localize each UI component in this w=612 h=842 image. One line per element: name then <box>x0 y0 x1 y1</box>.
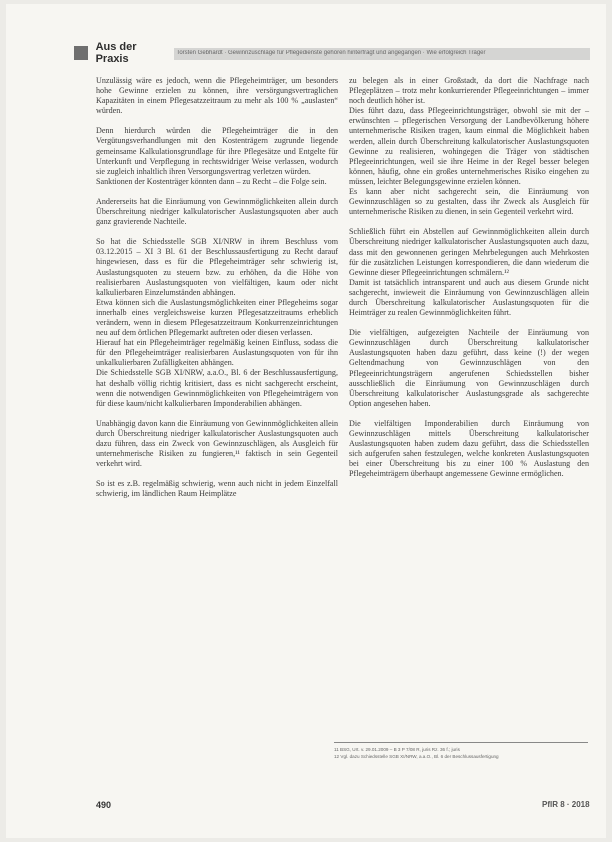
section-title: Aus der Praxis <box>96 41 175 65</box>
paragraph: Die vielfältigen, aufgezeigten Nachteile der Einräumung von Gewinnzuschlägen durch Überschreitung kalkulatorischer Auslastungsquoten haben dazu geführt, dass keine (!) der wegen Geltendmachung von Gewinnzuschlägen von den Pflegeeinrichtungsträgern angerufenen Schiedsstellen bisher ausschließlich die Einräumung von Gewinnzuschlägen durch Überschreitung kalkulatorischer Auslastungsgrade als sachgerechte Option angesehen haben. <box>349 328 589 408</box>
footnote: 12 Vgl. dazu Schiedsstelle SGB XI/NRW, a.a.O., Bl. 6 der Beschlussausfertigung <box>334 754 499 759</box>
paragraph: Dies führt dazu, dass Pflegeeinrichtungsträger, obwohl sie mit der – erwünschten – pflegerischen Versorgung der Landbevölkerung höhere unternehmerische Risiken tragen, kaum einmal die Möglichkeit haben werden, allein durch Überschreitung kalkulatorischer Auslastungsquoten Gewinne zu realisieren, wohingegen die Träger von städtischen Pflegeeinrichtungen, weil sie ihre Heime in der Regel besser belegen können, häufig, ohne ein großes unternehmerisches Risiko eingehen zu müssen, leichter Belegungsgewinne erzielen können. <box>349 106 589 186</box>
article-subtitle: Torsten Gebhardt · Gewinnzuschläge für Pflegedienste gehören hinterfragt und angegangen · Wie erfolgreich Träger <box>176 50 486 56</box>
section-marker-icon <box>74 46 88 60</box>
paragraph: Denn hierdurch würden die Pflegeheimträger die in den Vergütungsverhandlungen mit den Kostenträgern zugrunde liegende gemeinsame Kalkulationsgrundlage für ihre Pflegesätze und Entgelte für Unterkunft und Verpflegung in rechtswidriger Weise verlassen, wodurch sie zugleich inhaltlich ihren Versorgungsvertrag verletzen würden. <box>96 126 338 176</box>
paragraph: Hierauf hat ein Pflegeheimträger regelmäßig keinen Einfluss, sodass die für den Pflegeheimträger realisierbaren Auslastungsquoten von für ihn unkalkulierbaren Zufälligkeiten abhängen. <box>96 338 338 368</box>
paragraph: Unzulässig wäre es jedoch, wenn die Pflegeheimträger, um besonders hohe Gewinne erzielen zu können, ihre versörgungsvertraglichen Kapazitäten in einem Pflegesatzzeitraum zu mehr als 100 % „auslasten“ würden. <box>96 76 338 116</box>
left-column <box>96 76 338 509</box>
running-header <box>74 41 574 65</box>
paragraph: Die vielfältigen Imponderabilien durch Einräumung von Gewinnzuschlägen mittels Überschreitung kalkulatorischer Auslastungsquoten haben zudem dazu geführt, dass die Schiedsstellen sich aufgerufen sahen festzulegen, welche konkreten Auslastungsquoten bei einer Überschreitung bis zu einer 100 % Auslastung den Pflegeheimträgern überhaupt angemessene Gewinne ermöglichen. <box>349 418 589 479</box>
paragraph: Es kann aber nicht sachgerecht sein, die Einräumung von Gewinnzuschlägen so zu gestalten, dass ihr Zweck als Ausgleich für unternehmerische Risiken zu dienen, in sein Gegenteil verkehrt wird. <box>349 187 589 217</box>
paragraph: Andererseits hat die Einräumung von Gewinnmöglichkeiten allein durch Überschreitung niedriger kalkulatorischer Auslastungsquoten aber auch ganz gravierende Nachteile. <box>96 196 338 227</box>
paragraph: Unabhängig davon kann die Einräumung von Gewinnmöglichkeiten allein durch Überschreitung niedriger kalkulatorischer Auslastungsquoten auch dazu führen, dass ein Zweck von Gewinnzuschlägen, als Ausgleich für unternehmerische Risiken zu fungieren,¹¹ faktisch in sein Gegenteil verkehrt wird. <box>96 418 338 469</box>
paragraph: Schließlich führt ein Abstellen auf Gewinnmöglichkeiten allein durch Überschreitung niedriger kalkulatorischer Auslastungsquoten auch dazu, dass mit den gewonnenen geringen Mehrbelegungen auch Mehrkosten für die zusätzlichen Leistungen korrespondieren, die dann wiederum die Gewinne dieser Pflegeeinrichtungen schmälern.¹² <box>349 227 589 277</box>
footnote: 11 BSG, Urt. v. 29.01.2009 – B 3 P 7/08 R, juris Rz. 36 f.; juris <box>334 747 460 752</box>
paragraph: Etwa können sich die Auslastungsmöglichkeiten einer Pflegeheims sogar innerhalb eines vergleichsweise kurzen Pflegesatzzeitraums erheblich verändern, wenn in diesem Pflegesatzzeitraum Konkurrenzeinrichtungen neu auf dem örtlichen Pflegemarkt auftreten oder diesen verlassen. <box>96 297 338 338</box>
paragraph: So ist es z.B. regelmäßig schwierig, wenn auch nicht in jedem Einzelfall schwierig, im ländlichen Raum Heimplätze <box>96 479 338 499</box>
paragraph: Sanktionen der Kostenträger könnten dann – zu Recht – die Folge sein. <box>96 176 327 186</box>
paragraph: Damit ist tatsächlich intransparent und auch aus diesem Grunde nicht sachgerecht, inwieweit die Einräumung von Gewinnzuschlägen allein durch Überschreitung kalkulatorischer Auslastungsquoten für die Heimträger zu realen Gewinnmöglichkeiten führt. <box>349 277 589 318</box>
page-number: 490 <box>96 800 112 810</box>
right-column <box>349 76 589 489</box>
footnotes <box>334 742 588 760</box>
paragraph: Die Schiedsstelle SGB XI/NRW, a.a.O., Bl. 6 der Beschlussausfertigung, hat deshalb völlig richtig kritisiert, dass es nicht sachgerecht erscheint, wenn die notwendigen Gewinnmöglichkeiten von Pflegeheimträgern von für diese kaum/nicht kalkulierbaren Imponderabilien abhängen. <box>96 368 338 408</box>
journal-reference: PflR 8 · 2018 <box>542 800 590 809</box>
document-page <box>6 4 606 838</box>
paragraph: zu belegen als in einer Großstadt, da dort die Nachfrage nach Pflegeplätzen – trotz mehr konkurrierender Pflegeeinrichtungen – immer noch deutlich höher ist. <box>349 76 589 106</box>
paragraph: So hat die Schiedsstelle SGB XI/NRW in ihrem Beschluss vom 03.12.2015 – XI 3 Bl. 61 der Beschlussausfertigung zu Recht darauf hingewiesen, dass es für die Pflegeheimträger sehr schwierig ist, Auslastungsquoten zu steuern bzw. zu erhöhen, da die Höhe von realisierbaren Auslastungsquoten von vielfältigen, kaum oder nicht kalkulierbaren Einzelumständen abhängen. <box>96 237 338 297</box>
